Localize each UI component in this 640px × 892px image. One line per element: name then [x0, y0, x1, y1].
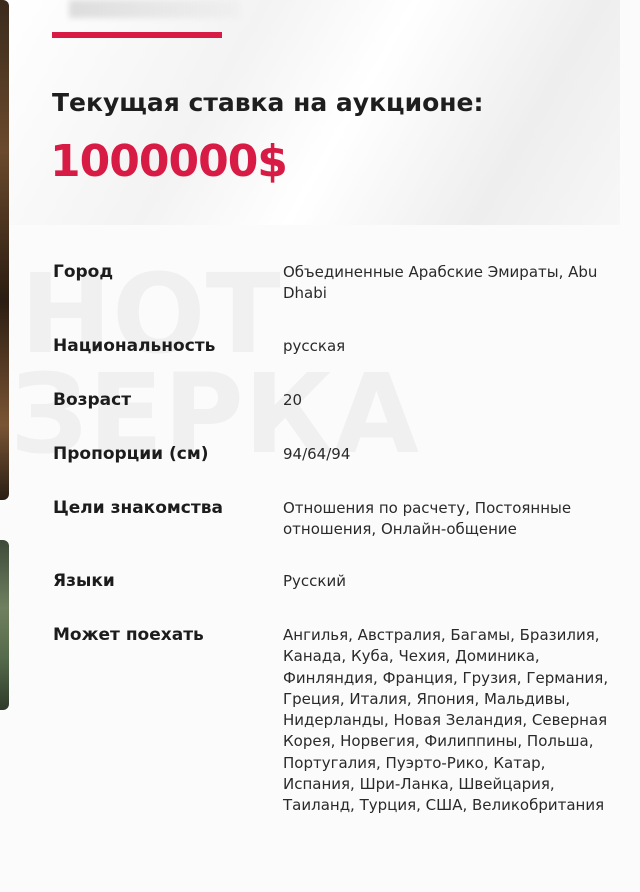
detail-value: Русский [283, 572, 346, 590]
detail-value: 20 [283, 391, 303, 409]
previous-photo-edge[interactable] [0, 0, 9, 500]
accent-line [52, 32, 222, 38]
detail-label: Пропорции (см) [53, 444, 209, 464]
detail-label: Языки [53, 571, 115, 591]
detail-value: Ангилья, Австралия, Багамы, Бразилия, Канада, Куба, Чехия, Доминика, Финляндия, Франция, Грузия, Германия, Греция, Италия, Япония, Мальдивы, Нидерланды, Новая Зеландия, Северная Корея, Норвегия, Филиппины, Польша, Португалия, Пуэрто-Рико, Катар, Испания, Шри-Ланка, Швейцария, Таиланд, Турция, США, Великобритания [283, 626, 609, 815]
detail-value: русская [283, 337, 346, 355]
next-photo-edge[interactable] [0, 540, 9, 710]
detail-label: Национальность [53, 336, 216, 356]
detail-label: Может поехать [53, 625, 204, 645]
detail-value: Объединенные Арабские Эмираты, Abu Dhabi [283, 263, 598, 303]
detail-value: 94/64/94 [283, 445, 351, 463]
current-bid-title: Текущая ставка на аукционе: [52, 88, 484, 117]
detail-value: Отношения по расчету, Постоянные отношения, Онлайн-общение [283, 499, 572, 539]
detail-label: Цели знакомства [53, 498, 223, 518]
detail-label: Город [53, 262, 114, 282]
blurred-header-text [69, 0, 239, 18]
current-bid-value: 1000000$ [50, 136, 287, 187]
detail-label: Возраст [53, 390, 132, 410]
